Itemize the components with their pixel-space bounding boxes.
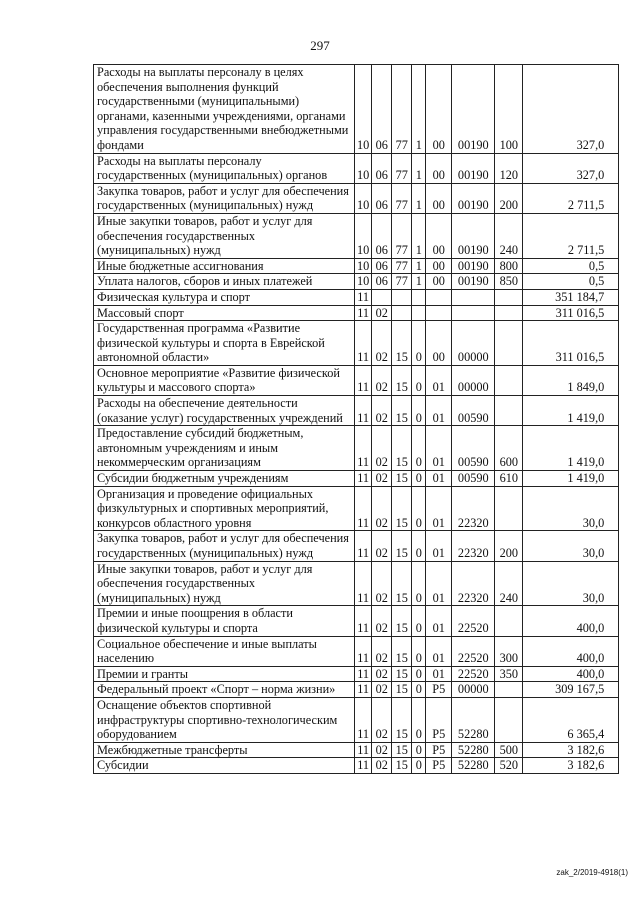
budget-table bbox=[93, 64, 619, 774]
table-row bbox=[94, 153, 619, 183]
row-name: Расходы на выплаты персоналу государственных (муниципальных) органов bbox=[94, 153, 355, 183]
subprogram-code: 0 bbox=[412, 365, 426, 395]
table-row bbox=[94, 183, 619, 213]
expense-type-code: 300 bbox=[495, 636, 523, 666]
subprogram-code: 0 bbox=[412, 531, 426, 561]
direction-code: 00000 bbox=[452, 365, 495, 395]
subsection-code: 02 bbox=[372, 471, 392, 487]
program-code: 77 bbox=[392, 183, 412, 213]
program-code bbox=[392, 305, 412, 321]
table-row bbox=[94, 742, 619, 758]
amount: 0,5 bbox=[523, 274, 619, 290]
table-row bbox=[94, 666, 619, 682]
row-name: Оснащение объектов спортивной инфраструктуры спортивно-технологическим оборудованием bbox=[94, 697, 355, 742]
event-code: 01 bbox=[426, 606, 452, 636]
amount: 6 365,4 bbox=[523, 697, 619, 742]
table-row bbox=[94, 258, 619, 274]
subprogram-code: 0 bbox=[412, 682, 426, 698]
program-code: 15 bbox=[392, 531, 412, 561]
row-name: Федеральный проект «Спорт – норма жизни» bbox=[94, 682, 355, 698]
event-code: 00 bbox=[426, 213, 452, 258]
amount: 2 711,5 bbox=[523, 183, 619, 213]
program-code: 15 bbox=[392, 742, 412, 758]
section-code: 11 bbox=[355, 697, 372, 742]
section-code: 11 bbox=[355, 396, 372, 426]
row-name: Премии и иные поощрения в области физической культуры и спорта bbox=[94, 606, 355, 636]
direction-code: 52280 bbox=[452, 697, 495, 742]
table-row bbox=[94, 531, 619, 561]
expense-type-code: 120 bbox=[495, 153, 523, 183]
direction-code bbox=[452, 305, 495, 321]
event-code: 01 bbox=[426, 365, 452, 395]
row-name: Уплата налогов, сборов и иных платежей bbox=[94, 274, 355, 290]
row-name: Физическая культура и спорт bbox=[94, 289, 355, 305]
table-row bbox=[94, 486, 619, 531]
row-name: Премии и гранты bbox=[94, 666, 355, 682]
direction-code: 22520 bbox=[452, 606, 495, 636]
direction-code: 00190 bbox=[452, 183, 495, 213]
event-code: 01 bbox=[426, 396, 452, 426]
direction-code: 00190 bbox=[452, 258, 495, 274]
event-code: P5 bbox=[426, 682, 452, 698]
amount: 1 419,0 bbox=[523, 471, 619, 487]
expense-type-code: 240 bbox=[495, 213, 523, 258]
row-name: Иные закупки товаров, работ и услуг для обеспечения государственных (муниципальных) нужд bbox=[94, 213, 355, 258]
table-row bbox=[94, 396, 619, 426]
event-code: 00 bbox=[426, 153, 452, 183]
program-code: 77 bbox=[392, 153, 412, 183]
amount: 30,0 bbox=[523, 561, 619, 606]
direction-code: 22320 bbox=[452, 486, 495, 531]
program-code: 15 bbox=[392, 365, 412, 395]
subsection-code bbox=[372, 289, 392, 305]
expense-type-code: 850 bbox=[495, 274, 523, 290]
subprogram-code: 0 bbox=[412, 636, 426, 666]
section-code: 11 bbox=[355, 305, 372, 321]
expense-type-code: 610 bbox=[495, 471, 523, 487]
amount: 30,0 bbox=[523, 486, 619, 531]
expense-type-code: 100 bbox=[495, 65, 523, 154]
program-code: 15 bbox=[392, 486, 412, 531]
amount: 327,0 bbox=[523, 153, 619, 183]
event-code: P5 bbox=[426, 742, 452, 758]
row-name: Расходы на обеспечение деятельности (оказание услуг) государственных учреждений bbox=[94, 396, 355, 426]
subprogram-code: 1 bbox=[412, 153, 426, 183]
subsection-code: 06 bbox=[372, 183, 392, 213]
subsection-code: 02 bbox=[372, 426, 392, 471]
subprogram-code: 0 bbox=[412, 697, 426, 742]
program-code: 15 bbox=[392, 426, 412, 471]
row-name: Закупка товаров, работ и услуг для обеспечения государственных (муниципальных) нужд bbox=[94, 531, 355, 561]
program-code bbox=[392, 289, 412, 305]
event-code bbox=[426, 305, 452, 321]
subsection-code: 02 bbox=[372, 531, 392, 561]
subprogram-code bbox=[412, 305, 426, 321]
expense-type-code: 240 bbox=[495, 561, 523, 606]
subprogram-code: 0 bbox=[412, 758, 426, 774]
section-code: 10 bbox=[355, 183, 372, 213]
event-code: 01 bbox=[426, 471, 452, 487]
expense-type-code bbox=[495, 697, 523, 742]
row-name: Организация и проведение официальных физкультурных и спортивных мероприятий, конкурсов областного уровня bbox=[94, 486, 355, 531]
direction-code: 22520 bbox=[452, 636, 495, 666]
event-code: 01 bbox=[426, 666, 452, 682]
expense-type-code: 200 bbox=[495, 531, 523, 561]
subprogram-code: 1 bbox=[412, 65, 426, 154]
program-code: 15 bbox=[392, 682, 412, 698]
direction-code: 00590 bbox=[452, 396, 495, 426]
section-code: 11 bbox=[355, 666, 372, 682]
expense-type-code bbox=[495, 365, 523, 395]
section-code: 11 bbox=[355, 636, 372, 666]
table-body bbox=[94, 65, 619, 774]
program-code: 15 bbox=[392, 321, 412, 366]
section-code: 10 bbox=[355, 258, 372, 274]
event-code: P5 bbox=[426, 697, 452, 742]
subprogram-code: 0 bbox=[412, 486, 426, 531]
section-code: 11 bbox=[355, 742, 372, 758]
event-code bbox=[426, 289, 452, 305]
amount: 3 182,6 bbox=[523, 758, 619, 774]
row-name: Государственная программа «Развитие физической культуры и спорта в Еврейской автономной области» bbox=[94, 321, 355, 366]
event-code: 01 bbox=[426, 531, 452, 561]
direction-code: 22320 bbox=[452, 531, 495, 561]
subsection-code: 02 bbox=[372, 666, 392, 682]
direction-code: 00190 bbox=[452, 65, 495, 154]
row-name: Основное мероприятие «Развитие физической культуры и массового спорта» bbox=[94, 365, 355, 395]
section-code: 10 bbox=[355, 65, 372, 154]
expense-type-code bbox=[495, 606, 523, 636]
subprogram-code: 0 bbox=[412, 321, 426, 366]
row-name: Массовый спорт bbox=[94, 305, 355, 321]
subsection-code: 02 bbox=[372, 682, 392, 698]
row-name: Предоставление субсидий бюджетным, автономным учреждениям и иным некоммерческим организациям bbox=[94, 426, 355, 471]
section-code: 11 bbox=[355, 486, 372, 531]
section-code: 11 bbox=[355, 471, 372, 487]
expense-type-code bbox=[495, 396, 523, 426]
subsection-code: 02 bbox=[372, 365, 392, 395]
amount: 327,0 bbox=[523, 65, 619, 154]
direction-code bbox=[452, 289, 495, 305]
subsection-code: 02 bbox=[372, 758, 392, 774]
subsection-code: 02 bbox=[372, 396, 392, 426]
row-name: Закупка товаров, работ и услуг для обеспечения государственных (муниципальных) нужд bbox=[94, 183, 355, 213]
table-row bbox=[94, 65, 619, 154]
table-row bbox=[94, 274, 619, 290]
direction-code: 22320 bbox=[452, 561, 495, 606]
row-name: Иные бюджетные ассигнования bbox=[94, 258, 355, 274]
subprogram-code: 0 bbox=[412, 426, 426, 471]
subsection-code: 06 bbox=[372, 274, 392, 290]
program-code: 15 bbox=[392, 561, 412, 606]
amount: 311 016,5 bbox=[523, 305, 619, 321]
amount: 1 849,0 bbox=[523, 365, 619, 395]
row-name: Расходы на выплаты персоналу в целях обеспечения выполнения функций государственными (муниципальными) органами, казенными учреждениями, органами управления государственными внебюджетными фондами bbox=[94, 65, 355, 154]
row-name: Иные закупки товаров, работ и услуг для обеспечения государственных (муниципальных) нужд bbox=[94, 561, 355, 606]
amount: 2 711,5 bbox=[523, 213, 619, 258]
event-code: 01 bbox=[426, 561, 452, 606]
row-name: Межбюджетные трансферты bbox=[94, 742, 355, 758]
event-code: 01 bbox=[426, 426, 452, 471]
table-row bbox=[94, 213, 619, 258]
subsection-code: 02 bbox=[372, 697, 392, 742]
program-code: 77 bbox=[392, 213, 412, 258]
amount: 400,0 bbox=[523, 636, 619, 666]
program-code: 77 bbox=[392, 258, 412, 274]
row-name: Субсидии bbox=[94, 758, 355, 774]
subsection-code: 02 bbox=[372, 305, 392, 321]
section-code: 11 bbox=[355, 289, 372, 305]
expense-type-code: 500 bbox=[495, 742, 523, 758]
section-code: 11 bbox=[355, 365, 372, 395]
table-row bbox=[94, 697, 619, 742]
subsection-code: 02 bbox=[372, 636, 392, 666]
table-row bbox=[94, 305, 619, 321]
amount: 351 184,7 bbox=[523, 289, 619, 305]
table-row bbox=[94, 365, 619, 395]
event-code: P5 bbox=[426, 758, 452, 774]
section-code: 11 bbox=[355, 758, 372, 774]
event-code: 01 bbox=[426, 486, 452, 531]
subsection-code: 06 bbox=[372, 258, 392, 274]
table-row bbox=[94, 321, 619, 366]
direction-code: 00190 bbox=[452, 153, 495, 183]
event-code: 00 bbox=[426, 274, 452, 290]
subprogram-code: 1 bbox=[412, 213, 426, 258]
table-row bbox=[94, 606, 619, 636]
expense-type-code: 520 bbox=[495, 758, 523, 774]
subsection-code: 06 bbox=[372, 65, 392, 154]
event-code: 00 bbox=[426, 258, 452, 274]
program-code: 15 bbox=[392, 636, 412, 666]
program-code: 77 bbox=[392, 274, 412, 290]
expense-type-code: 600 bbox=[495, 426, 523, 471]
subprogram-code: 0 bbox=[412, 471, 426, 487]
program-code: 15 bbox=[392, 606, 412, 636]
subprogram-code: 0 bbox=[412, 666, 426, 682]
direction-code: 00190 bbox=[452, 213, 495, 258]
direction-code: 00190 bbox=[452, 274, 495, 290]
table-row bbox=[94, 682, 619, 698]
subsection-code: 06 bbox=[372, 153, 392, 183]
subprogram-code: 1 bbox=[412, 258, 426, 274]
program-code: 15 bbox=[392, 471, 412, 487]
section-code: 11 bbox=[355, 426, 372, 471]
section-code: 11 bbox=[355, 561, 372, 606]
subprogram-code: 0 bbox=[412, 742, 426, 758]
subprogram-code bbox=[412, 289, 426, 305]
section-code: 10 bbox=[355, 274, 372, 290]
program-code: 15 bbox=[392, 758, 412, 774]
amount: 3 182,6 bbox=[523, 742, 619, 758]
amount: 1 419,0 bbox=[523, 396, 619, 426]
amount: 309 167,5 bbox=[523, 682, 619, 698]
amount: 0,5 bbox=[523, 258, 619, 274]
table-row bbox=[94, 758, 619, 774]
direction-code: 22520 bbox=[452, 666, 495, 682]
subprogram-code: 0 bbox=[412, 606, 426, 636]
section-code: 10 bbox=[355, 153, 372, 183]
event-code: 00 bbox=[426, 321, 452, 366]
subsection-code: 02 bbox=[372, 606, 392, 636]
table-row bbox=[94, 561, 619, 606]
expense-type-code: 800 bbox=[495, 258, 523, 274]
section-code: 11 bbox=[355, 682, 372, 698]
table-row bbox=[94, 426, 619, 471]
subsection-code: 02 bbox=[372, 321, 392, 366]
subsection-code: 06 bbox=[372, 213, 392, 258]
subprogram-code: 1 bbox=[412, 183, 426, 213]
row-name: Субсидии бюджетным учреждениям bbox=[94, 471, 355, 487]
event-code: 00 bbox=[426, 65, 452, 154]
subsection-code: 02 bbox=[372, 742, 392, 758]
expense-type-code bbox=[495, 305, 523, 321]
page-number: 297 bbox=[310, 38, 330, 53]
expense-type-code bbox=[495, 321, 523, 366]
event-code: 00 bbox=[426, 183, 452, 213]
row-name: Социальное обеспечение и иные выплаты населению bbox=[94, 636, 355, 666]
amount: 400,0 bbox=[523, 666, 619, 682]
amount: 311 016,5 bbox=[523, 321, 619, 366]
direction-code: 52280 bbox=[452, 758, 495, 774]
direction-code: 00000 bbox=[452, 321, 495, 366]
direction-code: 52280 bbox=[452, 742, 495, 758]
section-code: 10 bbox=[355, 213, 372, 258]
expense-type-code: 200 bbox=[495, 183, 523, 213]
subsection-code: 02 bbox=[372, 486, 392, 531]
subprogram-code: 0 bbox=[412, 561, 426, 606]
direction-code: 00590 bbox=[452, 426, 495, 471]
program-code: 15 bbox=[392, 666, 412, 682]
direction-code: 00590 bbox=[452, 471, 495, 487]
program-code: 77 bbox=[392, 65, 412, 154]
expense-type-code bbox=[495, 289, 523, 305]
section-code: 11 bbox=[355, 606, 372, 636]
program-code: 15 bbox=[392, 396, 412, 426]
expense-type-code: 350 bbox=[495, 666, 523, 682]
subsection-code: 02 bbox=[372, 561, 392, 606]
direction-code: 00000 bbox=[452, 682, 495, 698]
document-code: zak_2/2019-4918(1) bbox=[556, 868, 628, 877]
expense-type-code bbox=[495, 682, 523, 698]
event-code: 01 bbox=[426, 636, 452, 666]
expense-type-code bbox=[495, 486, 523, 531]
subprogram-code: 0 bbox=[412, 396, 426, 426]
table-row bbox=[94, 636, 619, 666]
table-row bbox=[94, 289, 619, 305]
section-code: 11 bbox=[355, 531, 372, 561]
amount: 1 419,0 bbox=[523, 426, 619, 471]
amount: 30,0 bbox=[523, 531, 619, 561]
program-code: 15 bbox=[392, 697, 412, 742]
table-row bbox=[94, 471, 619, 487]
section-code: 11 bbox=[355, 321, 372, 366]
amount: 400,0 bbox=[523, 606, 619, 636]
subprogram-code: 1 bbox=[412, 274, 426, 290]
